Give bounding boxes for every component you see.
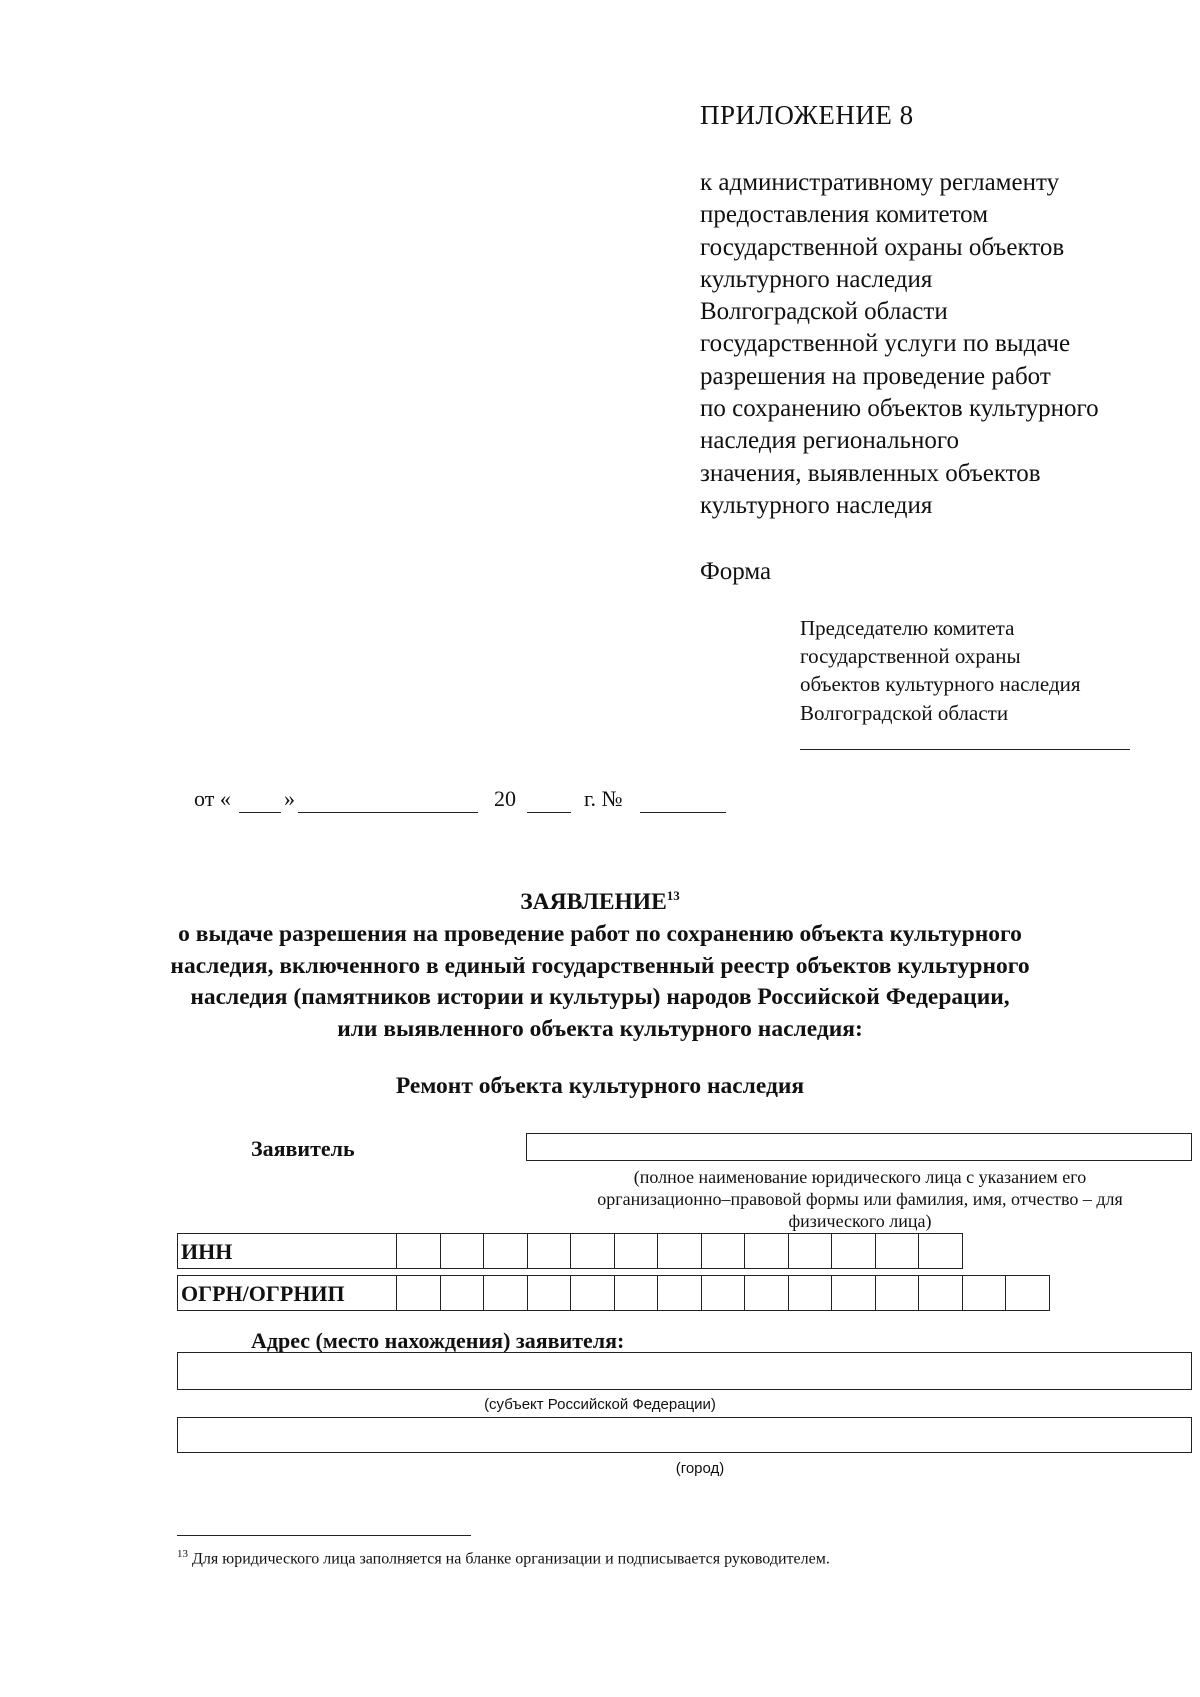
appendix-title: ПРИЛОЖЕНИЕ 8 [700, 100, 914, 130]
applicant-hint-line: организационно–правовой формы или фамилия, имя, отчество – для [597, 1189, 1123, 1209]
inn-digit-cell[interactable] [789, 1233, 833, 1269]
appendix-line: по сохранению объектов культурного [700, 395, 1099, 423]
repair-title: Ремонт объекта культурного наследия [395, 1073, 805, 1099]
inn-label: ИНН [177, 1233, 397, 1269]
appendix-line: государственной услуги по выдаче [700, 330, 1071, 358]
appendix-line: значения, выявленных объектов [700, 459, 1041, 487]
appendix-line: Волгоградской области [700, 298, 948, 326]
region-field[interactable] [177, 1352, 1192, 1390]
ogrn-row [177, 1275, 1050, 1311]
statement-line: наследия (памятников истории и культуры) народов Российской Федерации, [190, 984, 1010, 1010]
ogrn-digit-cell[interactable] [963, 1275, 1007, 1311]
inn-digit-cell[interactable] [745, 1233, 789, 1269]
inn-digit-cell[interactable] [702, 1233, 746, 1269]
city-field[interactable] [177, 1417, 1192, 1453]
footnote [177, 1548, 830, 1568]
ogrn-digit-cell[interactable] [876, 1275, 920, 1311]
appendix-line: к административному регламенту [700, 169, 1060, 196]
inn-digit-cell[interactable] [397, 1233, 441, 1269]
addressee-signature-line[interactable] [800, 749, 1130, 750]
applicant-hint-line: физического лица) [788, 1211, 932, 1231]
applicant-hint [540, 1166, 1180, 1232]
ogrn-digit-cell[interactable] [528, 1275, 572, 1311]
inn-digit-cell[interactable] [615, 1233, 659, 1269]
footnote-number: 13 [177, 1548, 188, 1560]
ogrn-digit-cell[interactable] [789, 1275, 833, 1311]
inn-digit-cell[interactable] [528, 1233, 572, 1269]
inn-row [177, 1233, 963, 1269]
number-blank[interactable] [640, 812, 726, 813]
ogrn-digit-cell[interactable] [702, 1275, 746, 1311]
appendix-line: культурного наследия [700, 265, 933, 293]
footnote-ref: 13 [666, 888, 680, 903]
addressee-line: объектов культурного наследия [800, 672, 1081, 697]
date-from-label: от « [194, 786, 231, 811]
ogrn-digit-cell[interactable] [745, 1275, 789, 1311]
ogrn-digit-cell[interactable] [1006, 1275, 1050, 1311]
statement-line: наследия, включенного в единый государственный реестр объектов культурного [170, 952, 1030, 979]
form-label: Форма [700, 558, 772, 585]
inn-digit-cell[interactable] [571, 1233, 615, 1269]
address-label: Адрес (место нахождения) заявителя: [251, 1328, 625, 1353]
number-label: г. № [584, 786, 623, 811]
month-blank[interactable] [298, 812, 478, 813]
applicant-field[interactable] [526, 1133, 1192, 1161]
ogrn-digit-cell[interactable] [571, 1275, 615, 1311]
statement-title [0, 888, 1200, 916]
addressee-line: государственной охраны [800, 644, 1021, 669]
statement-line: или выявленного объекта культурного наследия: [337, 1015, 863, 1042]
inn-digit-cell[interactable] [919, 1233, 963, 1269]
statement-title-text: ЗАЯВЛЕНИЕ [520, 888, 667, 915]
applicant-hint-line: (полное наименование юридического лица с указанием его [633, 1167, 1087, 1187]
appendix-line: государственной охраны объектов [700, 233, 1065, 261]
statement-subject [0, 919, 1200, 1045]
year-blank[interactable] [527, 812, 571, 813]
footnote-separator [177, 1535, 471, 1536]
inn-digit-cell[interactable] [832, 1233, 876, 1269]
appendix-line: разрешения на проведение работ [700, 362, 1051, 390]
inn-digit-cell[interactable] [658, 1233, 702, 1269]
ogrn-digit-cell[interactable] [441, 1275, 485, 1311]
inn-digit-cell[interactable] [441, 1233, 485, 1269]
appendix-description [700, 167, 1099, 522]
city-hint: (город) [675, 1460, 725, 1477]
statement-line: о выдаче разрешения на проведение работ по сохранению объекта культурного [178, 921, 1022, 947]
ogrn-digit-cell[interactable] [919, 1275, 963, 1311]
year-prefix: 20 [494, 786, 516, 811]
footnote-text: Для юридического лица заполняется на бланке организации и подписывается руководителем. [192, 1550, 830, 1568]
addressee-line: Председателю комитета [800, 616, 1015, 640]
day-blank[interactable] [239, 812, 281, 813]
ogrn-digit-cell[interactable] [832, 1275, 876, 1311]
addressee-block [800, 614, 1081, 727]
region-hint: (субъект Российской Федерации) [484, 1396, 716, 1413]
ogrn-digit-cell[interactable] [615, 1275, 659, 1311]
applicant-label: Заявитель [251, 1136, 355, 1161]
ogrn-digit-cell[interactable] [397, 1275, 441, 1311]
inn-digit-cell[interactable] [876, 1233, 920, 1269]
ogrn-digit-cell[interactable] [484, 1275, 528, 1311]
inn-digit-cell[interactable] [484, 1233, 528, 1269]
appendix-line: наследия регионального [700, 427, 959, 455]
ogrn-digit-cell[interactable] [658, 1275, 702, 1311]
appendix-line: предоставления комитетом [700, 201, 989, 229]
appendix-line: культурного наследия [700, 491, 933, 519]
ogrn-label: ОГРН/ОГРНИП [177, 1275, 397, 1311]
addressee-line: Волгоградской области [800, 700, 1009, 725]
date-close-quote: » [284, 786, 295, 811]
